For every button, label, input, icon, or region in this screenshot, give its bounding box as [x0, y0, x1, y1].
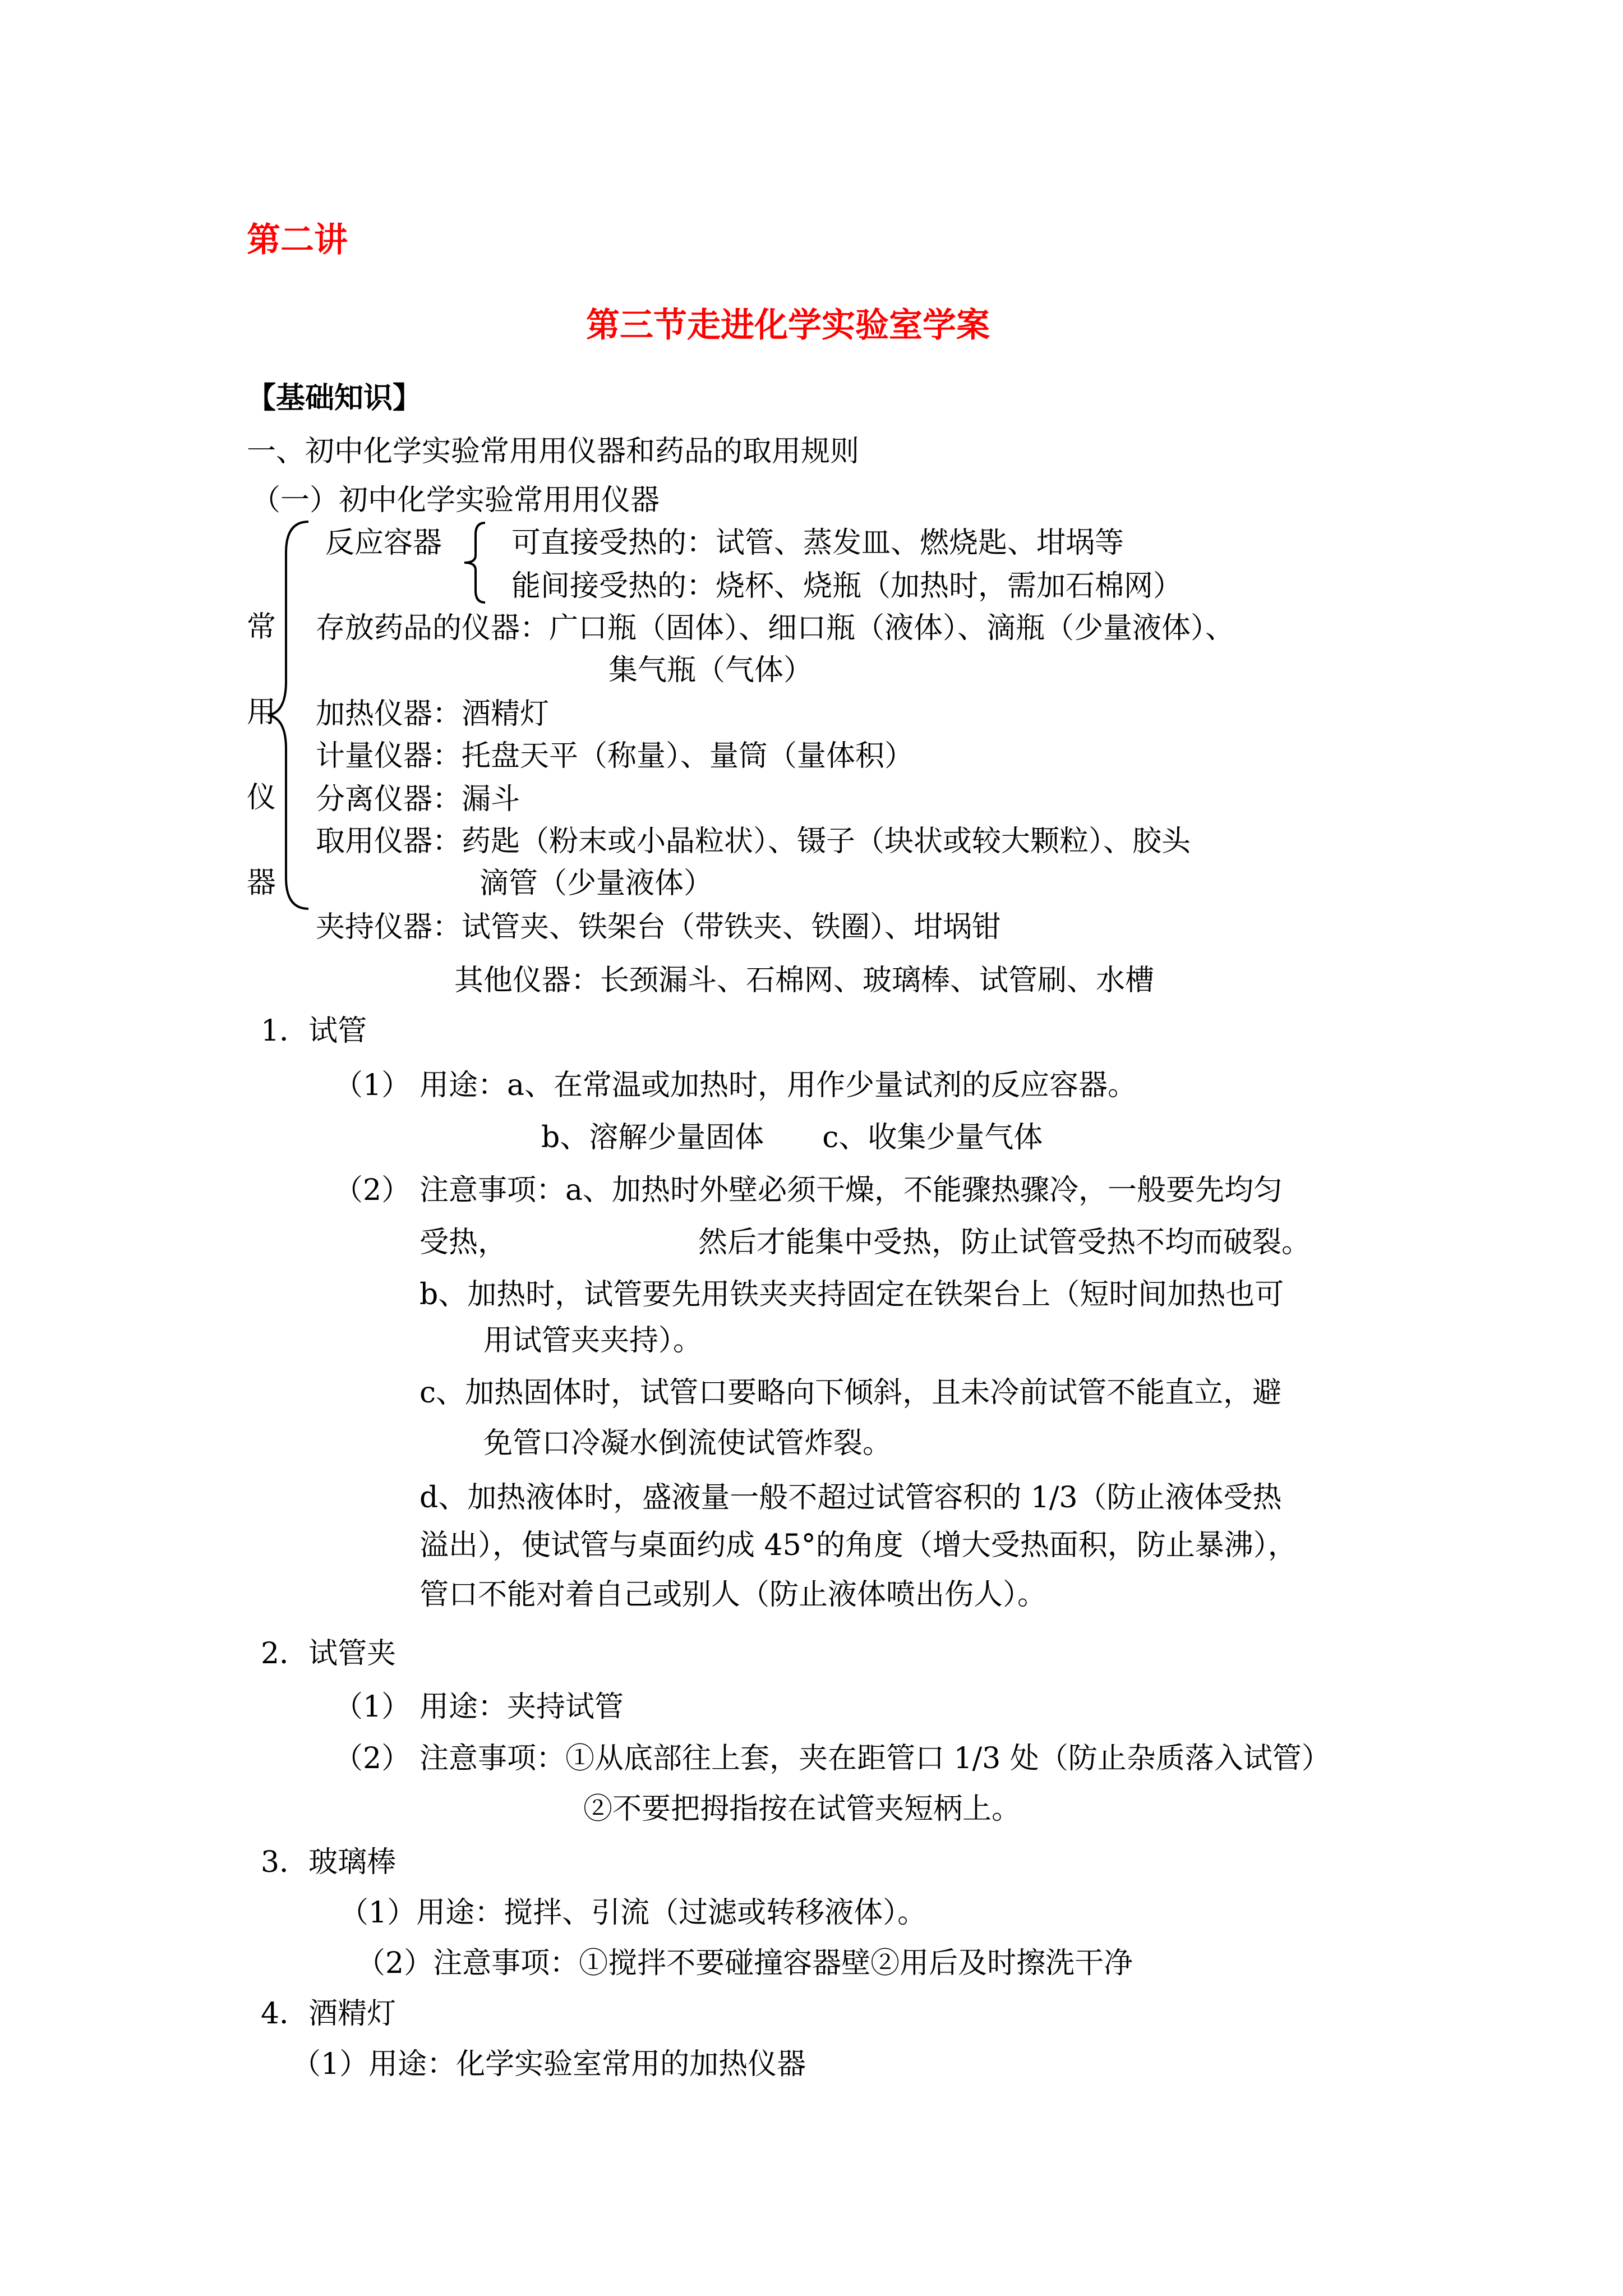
item2-use: 用途：夹持试管 — [419, 1690, 624, 1724]
item1-use-line-2: b、溶解少量固体 c、收集少量气体 — [541, 1121, 1043, 1154]
item1-note-a-2-left: 受热， — [419, 1226, 508, 1259]
item2-note-1: 注意事项：①从底部往上套，夹在距管口 1/3 处（防止杂质落入试管） — [419, 1742, 1331, 1775]
item1-use-number: （1） — [334, 1069, 411, 1102]
other-instruments: 其他仪器：长颈漏斗、石棉网、玻璃棒、试管刷、水槽 — [454, 964, 1155, 997]
section-heading: 【基础知识】 — [247, 381, 422, 415]
reaction-line-1: 可直接受热的：试管、蒸发皿、燃烧匙、坩埚等 — [511, 526, 1124, 560]
item1-note-b-1: b、加热时，试管要先用铁夹夹持固定在铁架台上（短时间加热也可 — [419, 1278, 1284, 1312]
item1-note-d-1: d、加热液体时，盛液量一般不超过试管容积的 1/3（防止液体受热 — [419, 1481, 1282, 1515]
item2-note-2: ②不要把拇指按在试管夹短柄上。 — [583, 1792, 1021, 1826]
item2-title: 2．试管夹 — [261, 1637, 396, 1671]
item1-use-line-1: 用途：a、在常温或加热时，用作少量试剂的反应容器。 — [419, 1069, 1137, 1102]
item1-note-a-1: 注意事项：a、加热时外壁必须干燥，不能骤热骤冷，一般要先均匀 — [419, 1174, 1283, 1207]
part1-sub-heading: （一）初中化学实验常用用仪器 — [251, 484, 660, 517]
item3-use: （1）用途：搅拌、引流（过滤或转移液体）。 — [339, 1896, 927, 1930]
item1-note-a-2-right: 然后才能集中受热，防止试管受热不均而破裂。 — [698, 1226, 1311, 1259]
part1-heading: 一、初中化学实验常用用仪器和药品的取用规则 — [247, 435, 860, 468]
heating-instruments: 加热仪器：酒精灯 — [316, 697, 550, 731]
vertical-label-3: 仪 — [247, 781, 276, 815]
clamping-instruments: 夹持仪器：试管夹、铁架台（带铁夹、铁圈）、坩埚钳 — [316, 910, 1002, 944]
measuring-instruments: 计量仪器：托盘天平（称量）、量筒（量体积） — [316, 739, 914, 773]
reaction-label: 反应容器 — [325, 526, 442, 560]
item2-note-number: （2） — [334, 1742, 411, 1775]
item4-use: （1）用途：化学实验室常用的加热仪器 — [292, 2047, 806, 2081]
item4-title: 4．酒精灯 — [261, 1997, 396, 2031]
storage-line-1: 存放药品的仪器：广口瓶（固体）、细口瓶（液体）、滴瓶（少量液体）、 — [316, 611, 1235, 645]
taking-line-2: 滴管（少量液体） — [479, 867, 713, 900]
vertical-label-1: 常 — [247, 610, 276, 644]
item1-note-c-1: c、加热固体时，试管口要略向下倾斜，且未冷前试管不能直立，避 — [419, 1376, 1282, 1410]
item1-note-d-3: 管口不能对着自己或别人（防止液体喷出伤人）。 — [419, 1578, 1047, 1612]
page-title: 第三节走进化学实验室学案 — [586, 306, 990, 345]
small-brace-icon — [460, 521, 488, 605]
separation-instruments: 分离仪器：漏斗 — [316, 783, 520, 816]
reaction-line-2: 能间接受热的：烧杯、烧瓶（加热时，需加石棉网） — [511, 569, 1183, 603]
item1-note-c-2: 免管口冷凝水倒流使试管炸裂。 — [483, 1427, 892, 1460]
vertical-label-2: 用 — [247, 696, 276, 729]
item2-use-number: （1） — [334, 1690, 411, 1724]
item3-note: （2）注意事项：①搅拌不要碰撞容器壁②用后及时擦洗干净 — [356, 1947, 1133, 1980]
storage-line-2: 集气瓶（气体） — [608, 654, 813, 687]
item3-title: 3．玻璃棒 — [261, 1846, 396, 1879]
lecture-label: 第二讲 — [247, 220, 348, 260]
vertical-label-4: 器 — [247, 866, 276, 900]
item1-title: 1．试管 — [261, 1014, 367, 1048]
item1-note-d-2: 溢出），使试管与桌面约成 45°的角度（增大受热面积，防止暴沸）， — [419, 1529, 1297, 1562]
taking-line-1: 取用仪器：药匙（粉末或小晶粒状）、镊子（块状或较大颗粒）、胶头 — [316, 825, 1191, 858]
item1-note-b-2: 用试管夹夹持）。 — [483, 1324, 703, 1358]
item1-note-number: （2） — [334, 1174, 411, 1207]
